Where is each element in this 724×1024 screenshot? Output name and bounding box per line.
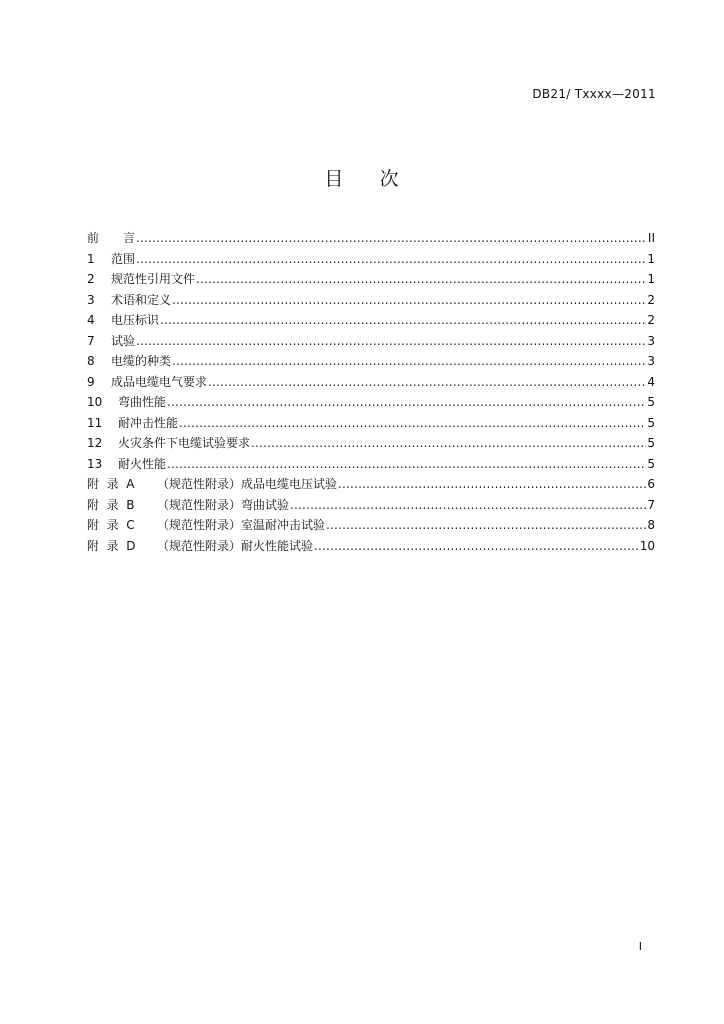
toc-entry-page: 2 bbox=[647, 313, 655, 327]
toc-entry-title: 规范性引用文件 bbox=[111, 272, 196, 286]
toc-entry-number: 12 bbox=[87, 436, 103, 450]
toc-dot-leader bbox=[172, 290, 646, 311]
document-code: DB21/ Txxxx—2011 bbox=[532, 87, 656, 101]
toc-entry-title: 术语和定义 bbox=[111, 292, 172, 307]
toc-dot-leader bbox=[314, 536, 639, 557]
toc-dot-leader bbox=[172, 351, 646, 372]
toc-entry-page: 7 bbox=[647, 497, 655, 512]
toc-entry-number: 2 bbox=[87, 272, 95, 286]
toc-entry-normative-references[interactable] bbox=[87, 269, 655, 290]
toc-entry-number: 4 bbox=[87, 313, 95, 327]
toc-entry-annex-b[interactable] bbox=[87, 495, 655, 516]
toc-entry-page: 5 bbox=[647, 395, 655, 409]
toc-entry-title: 言 bbox=[123, 231, 136, 245]
toc-entry-page: 5 bbox=[647, 436, 655, 450]
toc-dot-leader bbox=[290, 495, 646, 516]
toc-entry-page: 5 bbox=[647, 456, 655, 471]
toc-entry-impact[interactable] bbox=[87, 413, 655, 434]
toc-entry-number: 附 录 A bbox=[87, 477, 135, 491]
toc-entry-title: 火灾条件下电缆试验要求 bbox=[118, 436, 251, 450]
toc-title: 目 次 bbox=[324, 168, 400, 190]
toc-entry-number: 8 bbox=[87, 354, 95, 368]
toc-dot-leader bbox=[196, 269, 646, 290]
toc-entry-number: 附 录 C bbox=[87, 518, 135, 532]
toc-entry-annex-d[interactable] bbox=[87, 536, 655, 557]
toc-entry-bending[interactable] bbox=[87, 392, 655, 413]
toc-entry-number: 13 bbox=[87, 456, 103, 471]
toc-entry-page: 8 bbox=[647, 518, 655, 532]
toc-dot-leader bbox=[167, 454, 646, 475]
toc-entry-title: 耐冲击性能 bbox=[118, 415, 179, 430]
toc-dot-leader bbox=[251, 433, 646, 454]
toc-entry-voltage-marking[interactable] bbox=[87, 310, 655, 331]
toc-entry-electrical-requirements[interactable] bbox=[87, 372, 655, 393]
toc-entry-page: 1 bbox=[647, 251, 655, 266]
toc-entry-title: 耐火性能 bbox=[118, 456, 167, 471]
toc-dot-leader bbox=[167, 392, 646, 413]
page-number: I bbox=[638, 940, 642, 953]
toc-entry-page: 5 bbox=[647, 415, 655, 430]
toc-entry-page: 4 bbox=[647, 374, 655, 389]
toc-dot-leader bbox=[160, 310, 646, 331]
toc-entry-annex-c[interactable] bbox=[87, 515, 655, 536]
toc-entry-number: 附 录 D bbox=[87, 538, 136, 553]
toc-entry-fire-resistance[interactable] bbox=[87, 454, 655, 475]
toc-entry-number: 11 bbox=[87, 415, 103, 430]
toc-dot-leader bbox=[136, 331, 646, 352]
toc-entry-number: 9 bbox=[87, 374, 95, 389]
toc-dot-leader bbox=[208, 372, 646, 393]
toc-entry-number: 附 录 B bbox=[87, 497, 135, 512]
toc-entry-page: II bbox=[647, 231, 655, 245]
toc-dot-leader bbox=[326, 515, 646, 536]
toc-entry-title: （规范性附录）室温耐冲击试验 bbox=[157, 518, 326, 532]
toc-dot-leader bbox=[136, 249, 646, 270]
toc-entry-number: 前 bbox=[87, 231, 100, 245]
toc-entry-title: 电缆的种类 bbox=[111, 354, 172, 368]
toc-entry-scope[interactable] bbox=[87, 249, 655, 270]
toc-entry-cable-types[interactable] bbox=[87, 351, 655, 372]
toc-dot-leader bbox=[136, 228, 647, 249]
toc-entry-title: 弯曲性能 bbox=[118, 395, 167, 409]
toc-entry-title: 电压标识 bbox=[111, 313, 160, 327]
toc-entry-title: （规范性附录）耐火性能试验 bbox=[157, 538, 314, 553]
toc-dot-leader bbox=[179, 413, 646, 434]
toc-dot-leader bbox=[338, 474, 646, 495]
toc-entry-page: 3 bbox=[647, 333, 655, 348]
toc-entry-tests[interactable] bbox=[87, 331, 655, 352]
toc-entry-title: 试验 bbox=[111, 333, 136, 348]
table-of-contents bbox=[87, 228, 655, 556]
toc-entry-fire-conditions[interactable] bbox=[87, 433, 655, 454]
toc-entry-title: 范围 bbox=[111, 251, 136, 266]
toc-entry-number: 3 bbox=[87, 292, 95, 307]
toc-entry-page: 1 bbox=[647, 272, 655, 286]
toc-entry-title: （规范性附录）成品电缆电压试验 bbox=[157, 477, 338, 491]
toc-entry-number: 7 bbox=[87, 333, 95, 348]
toc-entry-page: 6 bbox=[647, 477, 655, 491]
toc-entry-terms-definitions[interactable] bbox=[87, 290, 655, 311]
toc-entry-page: 10 bbox=[639, 538, 655, 553]
toc-entry-title: （规范性附录）弯曲试验 bbox=[157, 497, 290, 512]
toc-entry-foreword[interactable] bbox=[87, 228, 655, 249]
toc-entry-page: 2 bbox=[647, 292, 655, 307]
toc-entry-page: 3 bbox=[647, 354, 655, 368]
toc-entry-title: 成品电缆电气要求 bbox=[111, 374, 208, 389]
toc-entry-number: 10 bbox=[87, 395, 103, 409]
toc-entry-annex-a[interactable] bbox=[87, 474, 655, 495]
toc-entry-number: 1 bbox=[87, 251, 95, 266]
